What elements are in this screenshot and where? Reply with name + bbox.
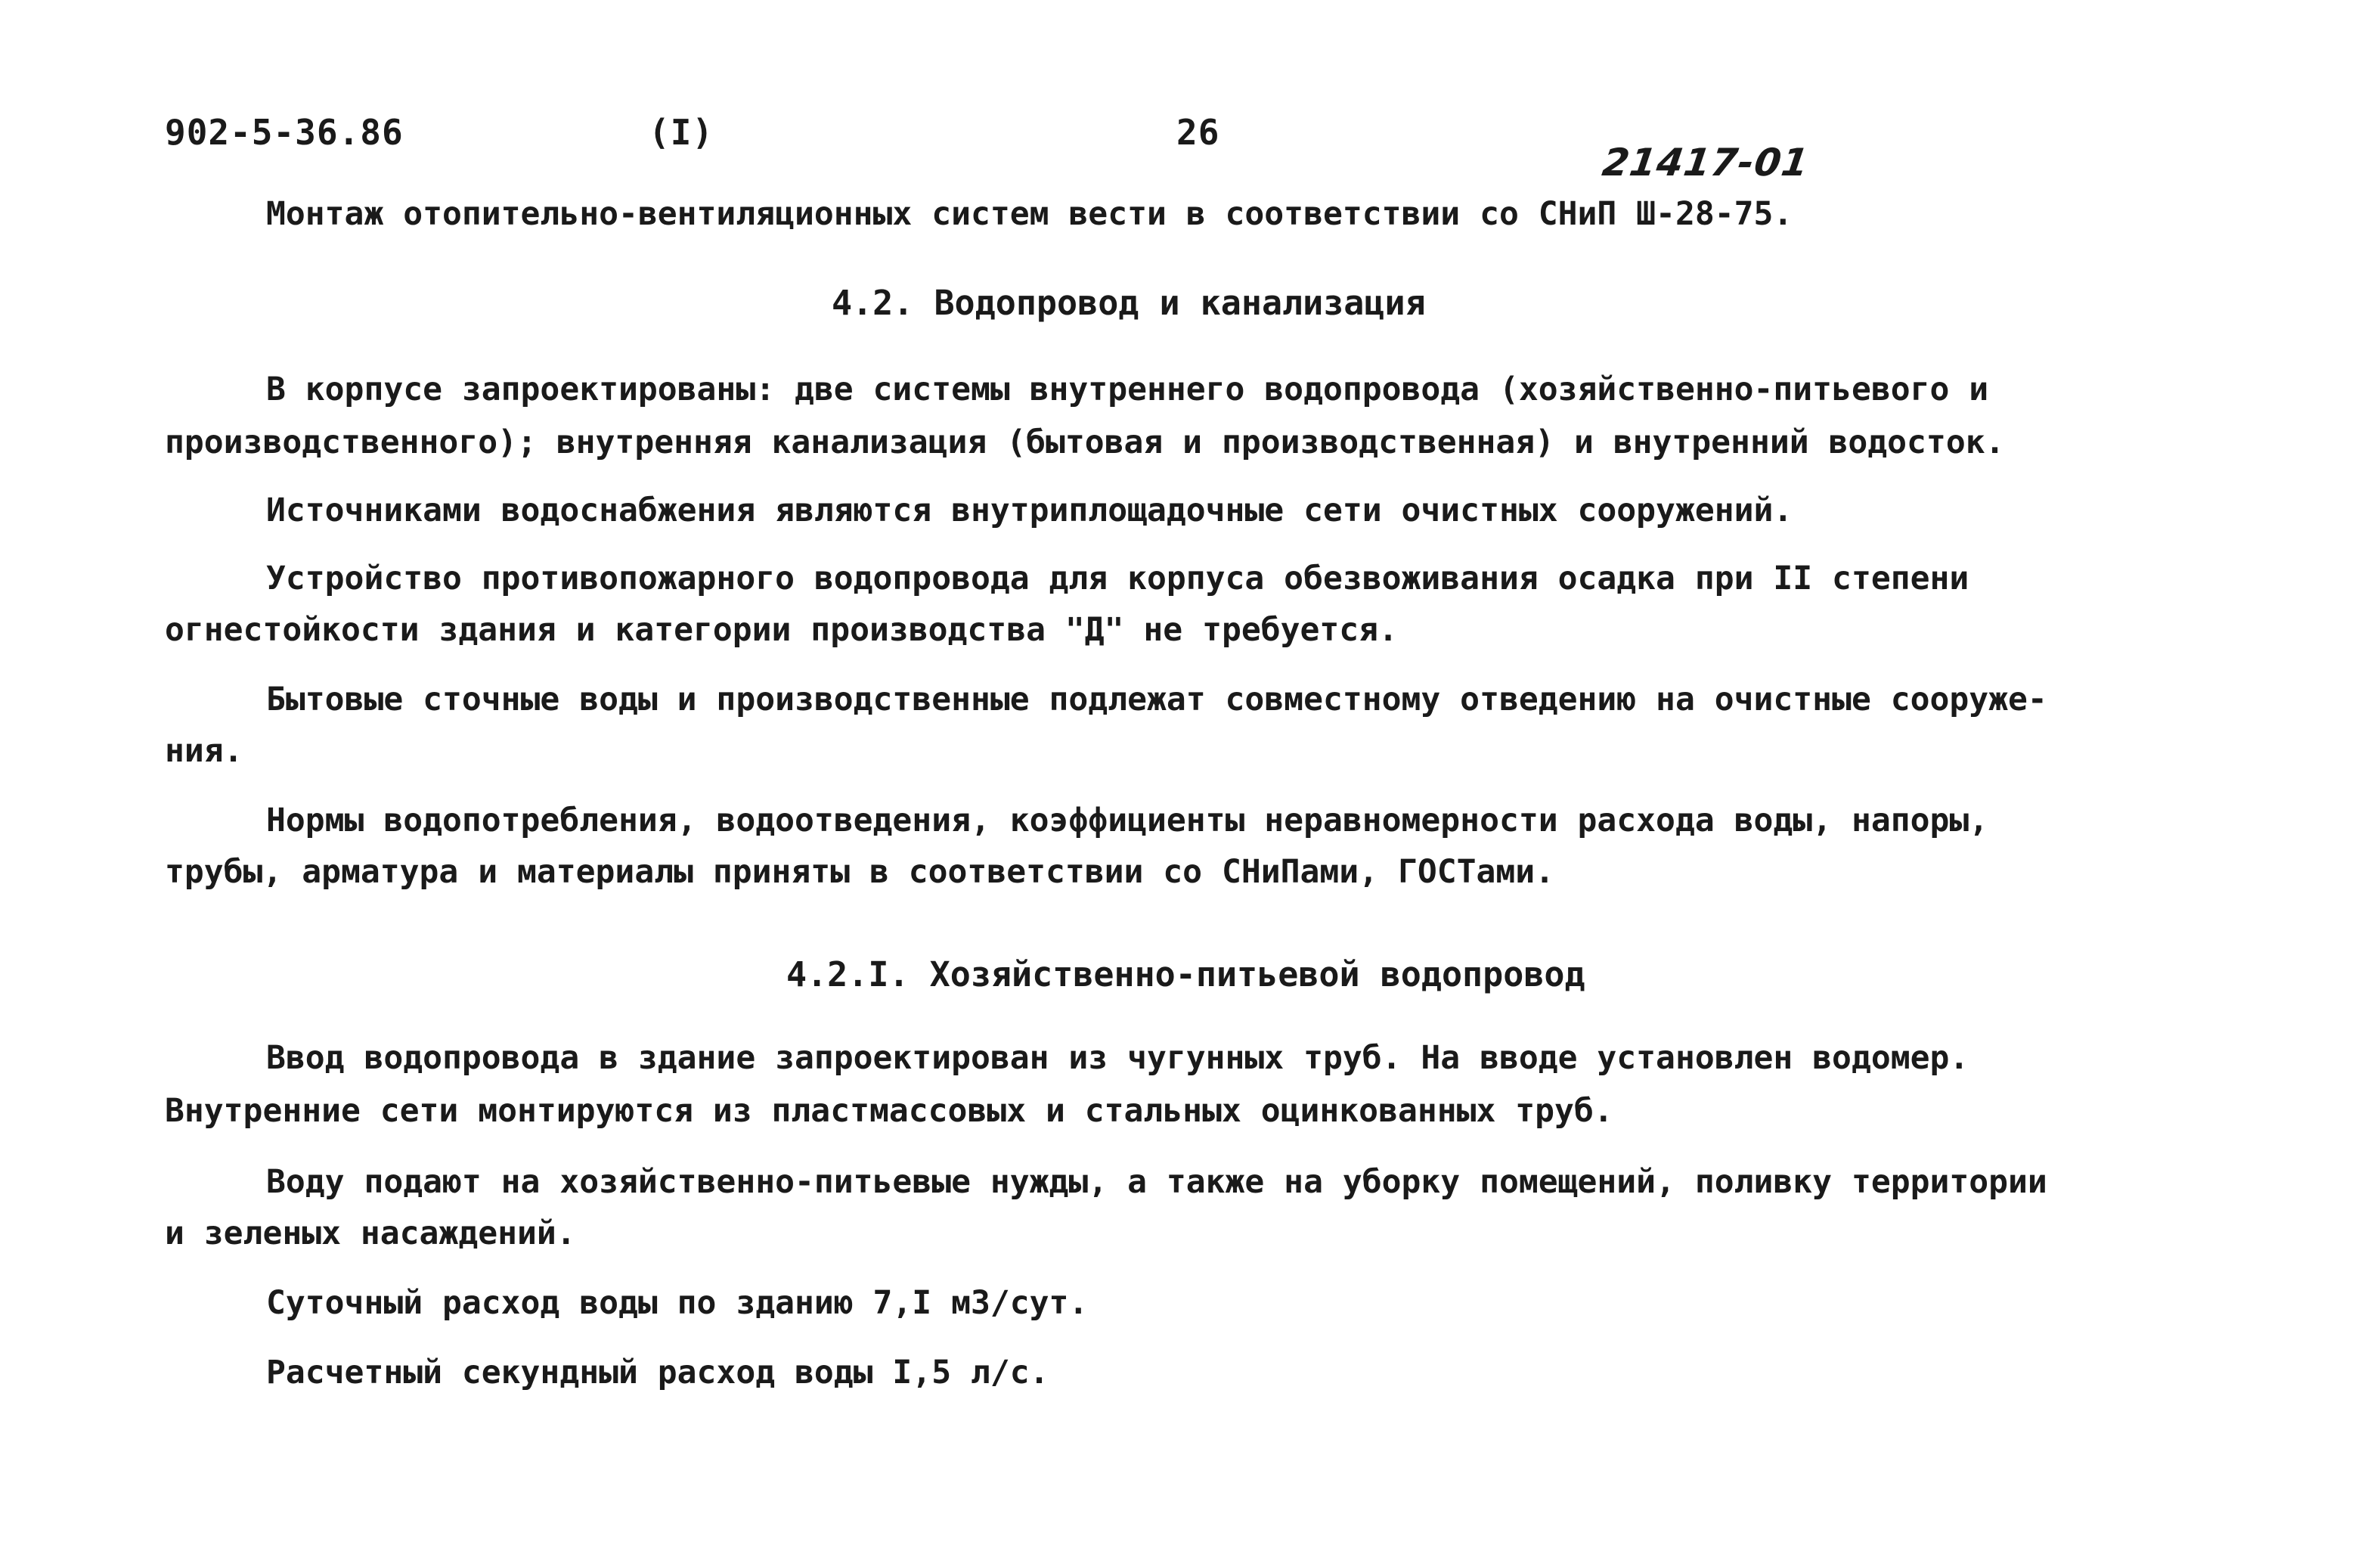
section-heading: 4.2. Водопровод и канализация <box>832 283 1426 323</box>
part-number: (I) <box>649 112 714 153</box>
paragraph-line: Источниками водоснабжения являются внутриплощадочные сети очистных сооружений. <box>266 492 1793 529</box>
paragraph-line: В корпусе запроектированы: две системы внутреннего водопровода (хозяйственно-питьевого и <box>266 371 1989 408</box>
subsection-heading: 4.2.I. Хозяйственно-питьевой водопровод <box>786 954 1585 994</box>
paragraph-line: трубы, арматура и материалы приняты в соответствии со СНиПами, ГОСТами. <box>165 853 1555 891</box>
paragraph-line: Монтаж отопительно-вентиляционных систем вести в соответствии со СНиП Ш-28-75. <box>266 195 1793 233</box>
paragraph-line: Воду подают на хозяйственно-питьевые нужды, а также на уборку помещений, поливку территории <box>266 1163 2047 1201</box>
paragraph-line: Внутренние сети монтируются из пластмассовых и стальных оцинкованных труб. <box>165 1092 1613 1130</box>
paragraph-line: Ввод водопровода в здание запроектирован из чугунных труб. На вводе установлен водомер. <box>266 1039 1969 1077</box>
page-number: 26 <box>1176 112 1220 153</box>
paragraph-line: ния. <box>165 732 243 770</box>
paragraph-line: огнестойкости здания и категории производства "Д" не требуется. <box>165 611 1398 649</box>
paragraph-line: Суточный расход воды по зданию 7,I м3/сут. <box>266 1284 1089 1322</box>
document-code: 902-5-36.86 <box>165 112 404 153</box>
handwritten-stamp: 21417-01 <box>1599 141 1812 185</box>
paragraph-line: Устройство противопожарного водопровода для корпуса обезвоживания осадка при II степени <box>266 560 1969 597</box>
paragraph-line: и зеленых насаждений. <box>165 1215 576 1252</box>
paragraph-line: Нормы водопотребления, водоотведения, коэффициенты неравномерности расхода воды, напоры, <box>266 802 1989 839</box>
paragraph-line: производственного); внутренняя канализация (бытовая и производственная) и внутренний водосток. <box>165 423 2005 461</box>
paragraph-line: Бытовые сточные воды и производственные подлежат совместному отведению на очистные сооруже- <box>266 681 2047 718</box>
paragraph-line: Расчетный секундный расход воды I,5 л/с. <box>266 1354 1049 1391</box>
